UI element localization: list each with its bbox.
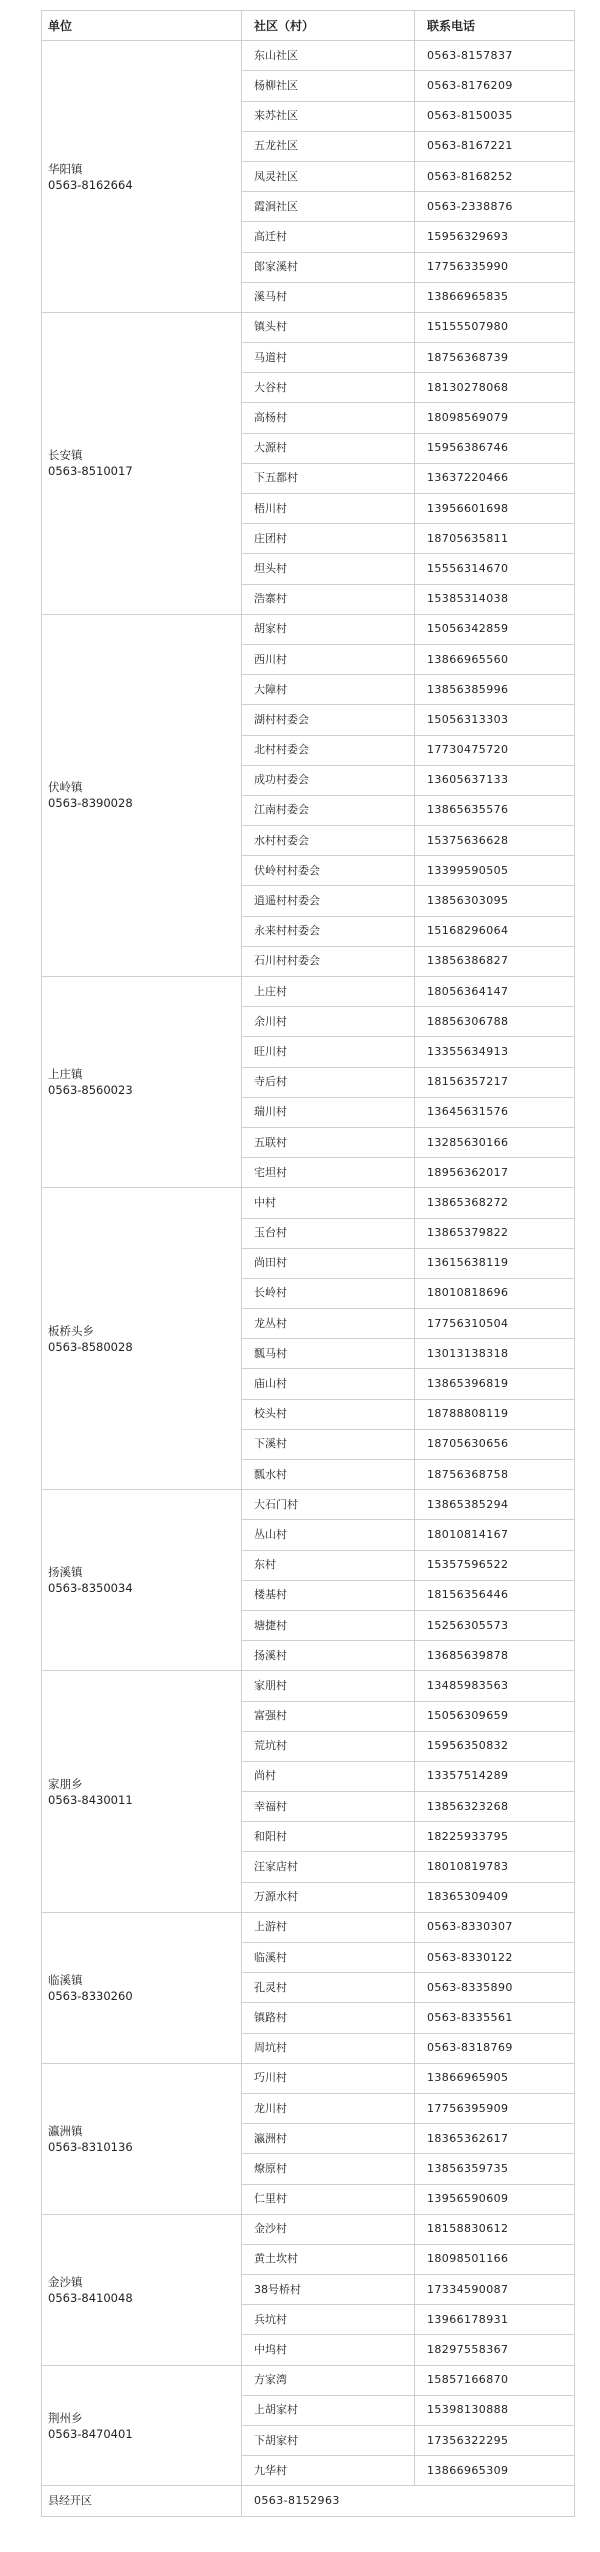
phone-cell: 13357514289 (415, 1761, 575, 1791)
community-cell: 湖村村委会 (242, 705, 415, 735)
community-cell: 大源村 (242, 433, 415, 463)
community-cell: 大障村 (242, 675, 415, 705)
phone-cell: 18956362017 (415, 1158, 575, 1188)
phone-cell: 15155507980 (415, 312, 575, 342)
table-row (42, 2063, 575, 2093)
unit-phone: 0563-8330260 (48, 1988, 133, 2003)
community-cell: 龙丛村 (242, 1309, 415, 1339)
contact-table-body (42, 11, 575, 2517)
phone-cell: 0563-8168252 (415, 161, 575, 191)
community-cell: 旺川村 (242, 1037, 415, 1067)
community-cell: 临溪村 (242, 1943, 415, 1973)
unit-cell (42, 1188, 242, 1490)
community-cell: 五联村 (242, 1127, 415, 1157)
phone-cell: 13856323268 (415, 1792, 575, 1822)
table-row (42, 2214, 575, 2244)
table-row (42, 2365, 575, 2395)
unit-name: 临溪镇 (48, 1972, 83, 1987)
phone-cell: 18856306788 (415, 1007, 575, 1037)
community-cell: 五龙社区 (242, 131, 415, 161)
phone-cell: 0563-8167221 (415, 131, 575, 161)
phone-cell: 18156357217 (415, 1067, 575, 1097)
phone-cell: 18705630656 (415, 1429, 575, 1459)
community-cell: 燎原村 (242, 2154, 415, 2184)
phone-cell: 15956329693 (415, 222, 575, 252)
phone-cell: 15385314038 (415, 584, 575, 614)
phone-cell: 18010814167 (415, 1520, 575, 1550)
phone-cell: 17356322295 (415, 2426, 575, 2456)
phone-cell: 13645631576 (415, 1097, 575, 1127)
phone-cell: 15056342859 (415, 614, 575, 644)
phone-cell: 13013138318 (415, 1339, 575, 1369)
unit-name: 华阳镇 (48, 161, 83, 176)
unit-cell (42, 312, 242, 614)
phone-cell: 17756335990 (415, 252, 575, 282)
phone-cell: 13866965905 (415, 2063, 575, 2093)
community-cell: 东山社区 (242, 41, 415, 71)
community-cell: 成功村委会 (242, 765, 415, 795)
phone-cell: 15375636628 (415, 826, 575, 856)
community-cell: 龙川村 (242, 2093, 415, 2123)
community-cell: 梧川村 (242, 494, 415, 524)
community-cell: 伏岭村村委会 (242, 856, 415, 886)
community-cell: 瓢马村 (242, 1339, 415, 1369)
phone-cell: 18297558367 (415, 2335, 575, 2365)
phone-cell: 13865635576 (415, 795, 575, 825)
community-cell: 九华村 (242, 2456, 415, 2486)
phone-cell: 0563-8335890 (415, 1973, 575, 2003)
phone-cell: 15398130888 (415, 2395, 575, 2425)
unit-phone: 0563-8350034 (48, 1581, 133, 1596)
unit-cell (42, 2063, 242, 2214)
phone-cell: 18098569079 (415, 403, 575, 433)
community-cell: 下五都村 (242, 463, 415, 493)
table-row (42, 1188, 575, 1218)
community-cell: 金沙村 (242, 2214, 415, 2244)
unit-cell (42, 1671, 242, 1913)
phone-cell: 13956590609 (415, 2184, 575, 2214)
phone-cell: 13865368272 (415, 1188, 575, 1218)
community-cell: 西川村 (242, 644, 415, 674)
phone-cell: 15056309659 (415, 1701, 575, 1731)
unit-phone: 0563-8390028 (48, 796, 133, 811)
phone-cell: 15956350832 (415, 1731, 575, 1761)
community-cell: 上庄村 (242, 977, 415, 1007)
table-row (42, 614, 575, 644)
unit-phone: 0563-8580028 (48, 1339, 133, 1354)
community-cell: 方家湾 (242, 2365, 415, 2395)
unit-phone: 0563-8470401 (48, 2426, 133, 2441)
community-cell: 周坑村 (242, 2033, 415, 2063)
unit-cell (42, 1490, 242, 1671)
community-cell: 瑞川村 (242, 1097, 415, 1127)
community-cell: 丛山村 (242, 1520, 415, 1550)
unit-name: 瀛洲镇 (48, 2123, 83, 2138)
phone-cell: 18158830612 (415, 2214, 575, 2244)
phone-cell: 18365362617 (415, 2124, 575, 2154)
phone-cell: 0563-8330307 (415, 1912, 575, 1942)
community-cell: 万源水村 (242, 1882, 415, 1912)
community-cell: 中坞村 (242, 2335, 415, 2365)
community-cell: 高迁村 (242, 222, 415, 252)
community-cell: 东村 (242, 1550, 415, 1580)
community-cell: 高杨村 (242, 403, 415, 433)
phone-cell: 13865385294 (415, 1490, 575, 1520)
community-cell: 杨柳社区 (242, 71, 415, 101)
community-cell: 大石门村 (242, 1490, 415, 1520)
community-cell: 仁里村 (242, 2184, 415, 2214)
phone-cell: 18130278068 (415, 373, 575, 403)
phone-cell: 13605637133 (415, 765, 575, 795)
unit-name: 伏岭镇 (48, 780, 83, 795)
community-cell: 玉台村 (242, 1218, 415, 1248)
phone-cell: 18098501166 (415, 2244, 575, 2274)
phone-cell: 0563-8150035 (415, 101, 575, 131)
community-cell: 坦头村 (242, 554, 415, 584)
unit-phone: 0563-8162664 (48, 177, 133, 192)
unit-name: 家朋乡 (48, 1776, 83, 1791)
community-cell: 庙山村 (242, 1369, 415, 1399)
community-cell: 校头村 (242, 1399, 415, 1429)
community-cell: 尚村 (242, 1761, 415, 1791)
header-unit: 单位 (42, 11, 242, 41)
community-cell: 宅坦村 (242, 1158, 415, 1188)
phone-cell: 13866965560 (415, 644, 575, 674)
phone-cell: 13399590505 (415, 856, 575, 886)
phone-cell: 18156356446 (415, 1580, 575, 1610)
phone-cell: 17756395909 (415, 2093, 575, 2123)
phone-cell: 18756368758 (415, 1460, 575, 1490)
phone-cell: 18010819783 (415, 1852, 575, 1882)
community-cell: 荒坑村 (242, 1731, 415, 1761)
community-cell: 水村村委会 (242, 826, 415, 856)
community-cell: 兵坑村 (242, 2305, 415, 2335)
phone-cell: 13856303095 (415, 886, 575, 916)
table-row (42, 1490, 575, 1520)
table-row (42, 1671, 575, 1701)
unit-phone: 0563-8510017 (48, 464, 133, 479)
community-cell: 寺后村 (242, 1067, 415, 1097)
footer-row (42, 2486, 575, 2516)
phone-cell: 0563-8157837 (415, 41, 575, 71)
table-row (42, 312, 575, 342)
unit-cell (42, 41, 242, 313)
unit-cell (42, 2214, 242, 2365)
phone-cell: 13865379822 (415, 1218, 575, 1248)
header-phone: 联系电话 (415, 11, 575, 41)
phone-cell: 0563-8318769 (415, 2033, 575, 2063)
community-cell: 郎家溪村 (242, 252, 415, 282)
phone-cell: 0563-8176209 (415, 71, 575, 101)
community-cell: 镇头村 (242, 312, 415, 342)
phone-cell: 18056364147 (415, 977, 575, 1007)
phone-cell: 18756368739 (415, 343, 575, 373)
phone-cell: 13615638119 (415, 1248, 575, 1278)
community-cell: 马道村 (242, 343, 415, 373)
table-row (42, 1912, 575, 1942)
unit-name: 长安镇 (48, 448, 83, 463)
community-cell: 上胡家村 (242, 2395, 415, 2425)
phone-cell: 13856386827 (415, 946, 575, 976)
community-cell: 和阳村 (242, 1822, 415, 1852)
phone-cell: 15357596522 (415, 1550, 575, 1580)
phone-cell: 13637220466 (415, 463, 575, 493)
community-cell: 楼基村 (242, 1580, 415, 1610)
community-cell: 来苏社区 (242, 101, 415, 131)
unit-cell (42, 1912, 242, 2063)
community-cell: 余川村 (242, 1007, 415, 1037)
community-cell: 镇路村 (242, 2003, 415, 2033)
community-cell: 38号桥村 (242, 2275, 415, 2305)
unit-name: 金沙镇 (48, 2274, 83, 2289)
phone-cell: 15168296064 (415, 916, 575, 946)
phone-cell: 0563-8330122 (415, 1943, 575, 1973)
table-row (42, 977, 575, 1007)
unit-cell (42, 977, 242, 1188)
phone-cell: 15256305573 (415, 1610, 575, 1640)
community-cell: 胡家村 (242, 614, 415, 644)
community-cell: 永来村村委会 (242, 916, 415, 946)
unit-name: 扬溪镇 (48, 1565, 83, 1580)
community-cell: 塘捷村 (242, 1610, 415, 1640)
phone-cell: 18788808119 (415, 1399, 575, 1429)
table-header-row (42, 11, 575, 41)
community-cell: 孔灵村 (242, 1973, 415, 2003)
phone-cell: 13866965309 (415, 2456, 575, 2486)
phone-cell: 18225933795 (415, 1822, 575, 1852)
phone-cell: 17334590087 (415, 2275, 575, 2305)
phone-cell: 18365309409 (415, 1882, 575, 1912)
phone-cell: 13856359735 (415, 2154, 575, 2184)
unit-name: 上庄镇 (48, 1067, 83, 1082)
phone-cell: 0563-8335561 (415, 2003, 575, 2033)
phone-cell: 13856385996 (415, 675, 575, 705)
phone-cell: 18010818696 (415, 1278, 575, 1308)
footer-unit: 县经开区 (42, 2486, 242, 2516)
community-cell: 长岭村 (242, 1278, 415, 1308)
community-cell: 下溪村 (242, 1429, 415, 1459)
phone-cell: 13355634913 (415, 1037, 575, 1067)
phone-cell: 17756310504 (415, 1309, 575, 1339)
phone-cell: 13285630166 (415, 1127, 575, 1157)
unit-phone: 0563-8310136 (48, 2139, 133, 2154)
phone-cell: 15556314670 (415, 554, 575, 584)
community-cell: 下胡家村 (242, 2426, 415, 2456)
community-cell: 瀛洲村 (242, 2124, 415, 2154)
phone-cell: 15056313303 (415, 705, 575, 735)
community-cell: 大谷村 (242, 373, 415, 403)
unit-phone: 0563-8410048 (48, 2290, 133, 2305)
community-cell: 石川村村委会 (242, 946, 415, 976)
community-cell: 巧川村 (242, 2063, 415, 2093)
unit-name: 荆州乡 (48, 2410, 83, 2425)
phone-cell: 13956601698 (415, 494, 575, 524)
header-community: 社区（村） (242, 11, 415, 41)
phone-cell: 13966178931 (415, 2305, 575, 2335)
community-cell: 溪马村 (242, 282, 415, 312)
community-cell: 上游村 (242, 1912, 415, 1942)
community-cell: 家朋村 (242, 1671, 415, 1701)
community-cell: 尚田村 (242, 1248, 415, 1278)
table-row (42, 41, 575, 71)
phone-cell: 13866965835 (415, 282, 575, 312)
phone-cell: 13685639878 (415, 1641, 575, 1671)
community-cell: 汪家店村 (242, 1852, 415, 1882)
community-cell: 黄土坎村 (242, 2244, 415, 2274)
community-cell: 中村 (242, 1188, 415, 1218)
phone-cell: 18705635811 (415, 524, 575, 554)
contact-table (41, 10, 575, 2517)
community-cell: 浩寨村 (242, 584, 415, 614)
unit-phone: 0563-8560023 (48, 1083, 133, 1098)
unit-cell (42, 2365, 242, 2486)
unit-phone: 0563-8430011 (48, 1792, 133, 1807)
phone-cell: 17730475720 (415, 735, 575, 765)
phone-cell: 13485983563 (415, 1671, 575, 1701)
phone-cell: 13865396819 (415, 1369, 575, 1399)
community-cell: 霞涧社区 (242, 192, 415, 222)
community-cell: 凤灵社区 (242, 161, 415, 191)
footer-phone: 0563-8152963 (242, 2486, 575, 2516)
community-cell: 逍遥村村委会 (242, 886, 415, 916)
phone-cell: 0563-2338876 (415, 192, 575, 222)
unit-cell (42, 614, 242, 976)
phone-cell: 15956386746 (415, 433, 575, 463)
community-cell: 庄团村 (242, 524, 415, 554)
phone-cell: 15857166870 (415, 2365, 575, 2395)
community-cell: 江南村委会 (242, 795, 415, 825)
community-cell: 北村村委会 (242, 735, 415, 765)
community-cell: 瓢水村 (242, 1460, 415, 1490)
community-cell: 富强村 (242, 1701, 415, 1731)
community-cell: 幸福村 (242, 1792, 415, 1822)
community-cell: 扬溪村 (242, 1641, 415, 1671)
unit-name: 板桥头乡 (48, 1323, 94, 1338)
